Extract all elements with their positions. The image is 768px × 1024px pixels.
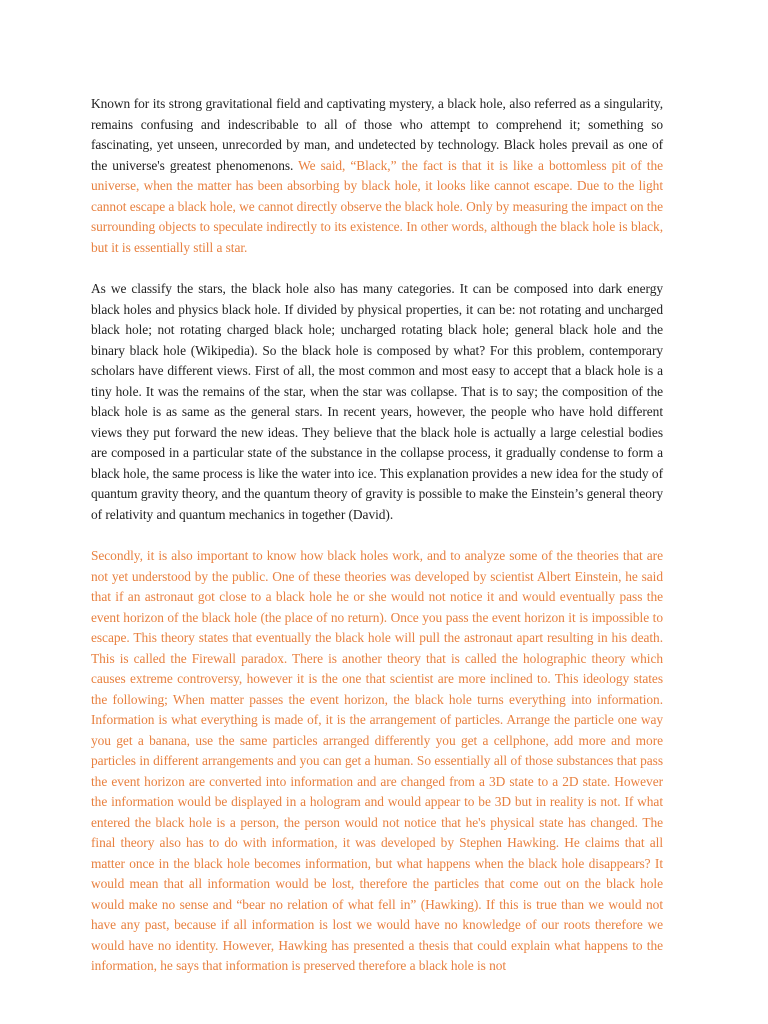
paragraph-classification bbox=[91, 279, 663, 525]
paragraph-theories bbox=[91, 546, 663, 977]
text-segment: Known for its strong gravitational field and captivating mystery, a black hole, also referred as a singularity, remains confusing and indescribable to all of those who attempt to comprehend it; something so fascinating, yet unseen, unrecorded by man, and undetected by technology. Black holes prevail as one of the universe's greatest phenomenons. bbox=[91, 96, 663, 173]
text-segment: As we classify the stars, the black hole also has many categories. It can be composed into dark energy black holes and physics black hole. If divided by physical properties, it can be: not rotating and uncharged black hole; not rotating charged black hole; uncharged rotating black hole; general black hole and the binary black hole (Wikipedia). So the black hole is composed by what? For this problem, contemporary scholars have different views. First of all, the most common and most easy to accept that a black hole is a tiny hole. It was the remains of the star, when the star was collapse. That is to say; the composition of the black hole is as same as the general stars. In recent years, however, the people who have hold different views they put forward the new ideas. They believe that the black hole is actually a large celestial bodies are composed in a particular state of the substance in the collapse process, it gradually condense to form a black hole, the same process is like the water into ice. This explanation provides a new idea for the study of quantum gravity theory, and the quantum theory of gravity is possible to make the Einstein’s general theory of relativity and quantum mechanics in together (David). bbox=[91, 281, 663, 522]
highlighted-text-segment: Secondly, it is also important to know how black holes work, and to analyze some of the theories that are not yet understood by the public. bbox=[91, 548, 663, 584]
document-page bbox=[91, 94, 663, 998]
highlighted-text-segment: We said, “Black,” the fact is that it is like a bottomless pit of the universe, when the matter has been absorbing by black hole, it looks like cannot escape. Due to the light cannot escape a black hole, we cannot directly observe the black hole. Only by measuring the impact on the surrounding objects to speculate indirectly to its existence. In other words, although the black hole is black, but it is essentially still a star. bbox=[91, 157, 663, 255]
paragraph-intro bbox=[91, 94, 663, 258]
highlighted-text-segment: One of these theories was developed by scientist Albert Einstein, he said that if an astronaut got close to a black hole he or she would not notice it and would eventually pass the event horizon of the black hole (the place of no return). Once you pass the event horizon it is impossible to escape. This theory states that eventually the black hole will pull the astronaut apart resulting in his death. This is called the Firewall paradox. There is another theory that is called the holographic theory which causes extreme controversy, however it is the one that scientist are more inclined to. This ideology states the following; When matter passes the event horizon, the black hole turns everything into information. Information is what everything is made of, it is the arrangement of particles. Arrange the particle one way you get a banana, use the same particles arranged differently you get a cellphone, add more and more particles in different arrangements and you can get a human. So essentially all of those substances that pass the event horizon are converted into information and are changed from a 3D state to a 2D state. However the information would be displayed in a hologram and would appear to be 3D but in reality is not. If what entered the black hole is a person, the person would not notice that he's physical state has changed. The final theory also has to do with information, it was developed by Stephen Hawking. He claims that all matter once in the black hole becomes information, but what happens when the black hole disappears? It would mean that all information would be lost, therefore the particles that come out on the black hole would make no sense and “bear no relation of what fell in” (Hawking). If this is true than we would not have any past, because if all information is lost we would have no knowledge of our roots therefore we would have no identity. However, Hawking has presented a thesis that could explain what happens to the information, he says that information is preserved therefore a black hole is not bbox=[91, 568, 663, 973]
